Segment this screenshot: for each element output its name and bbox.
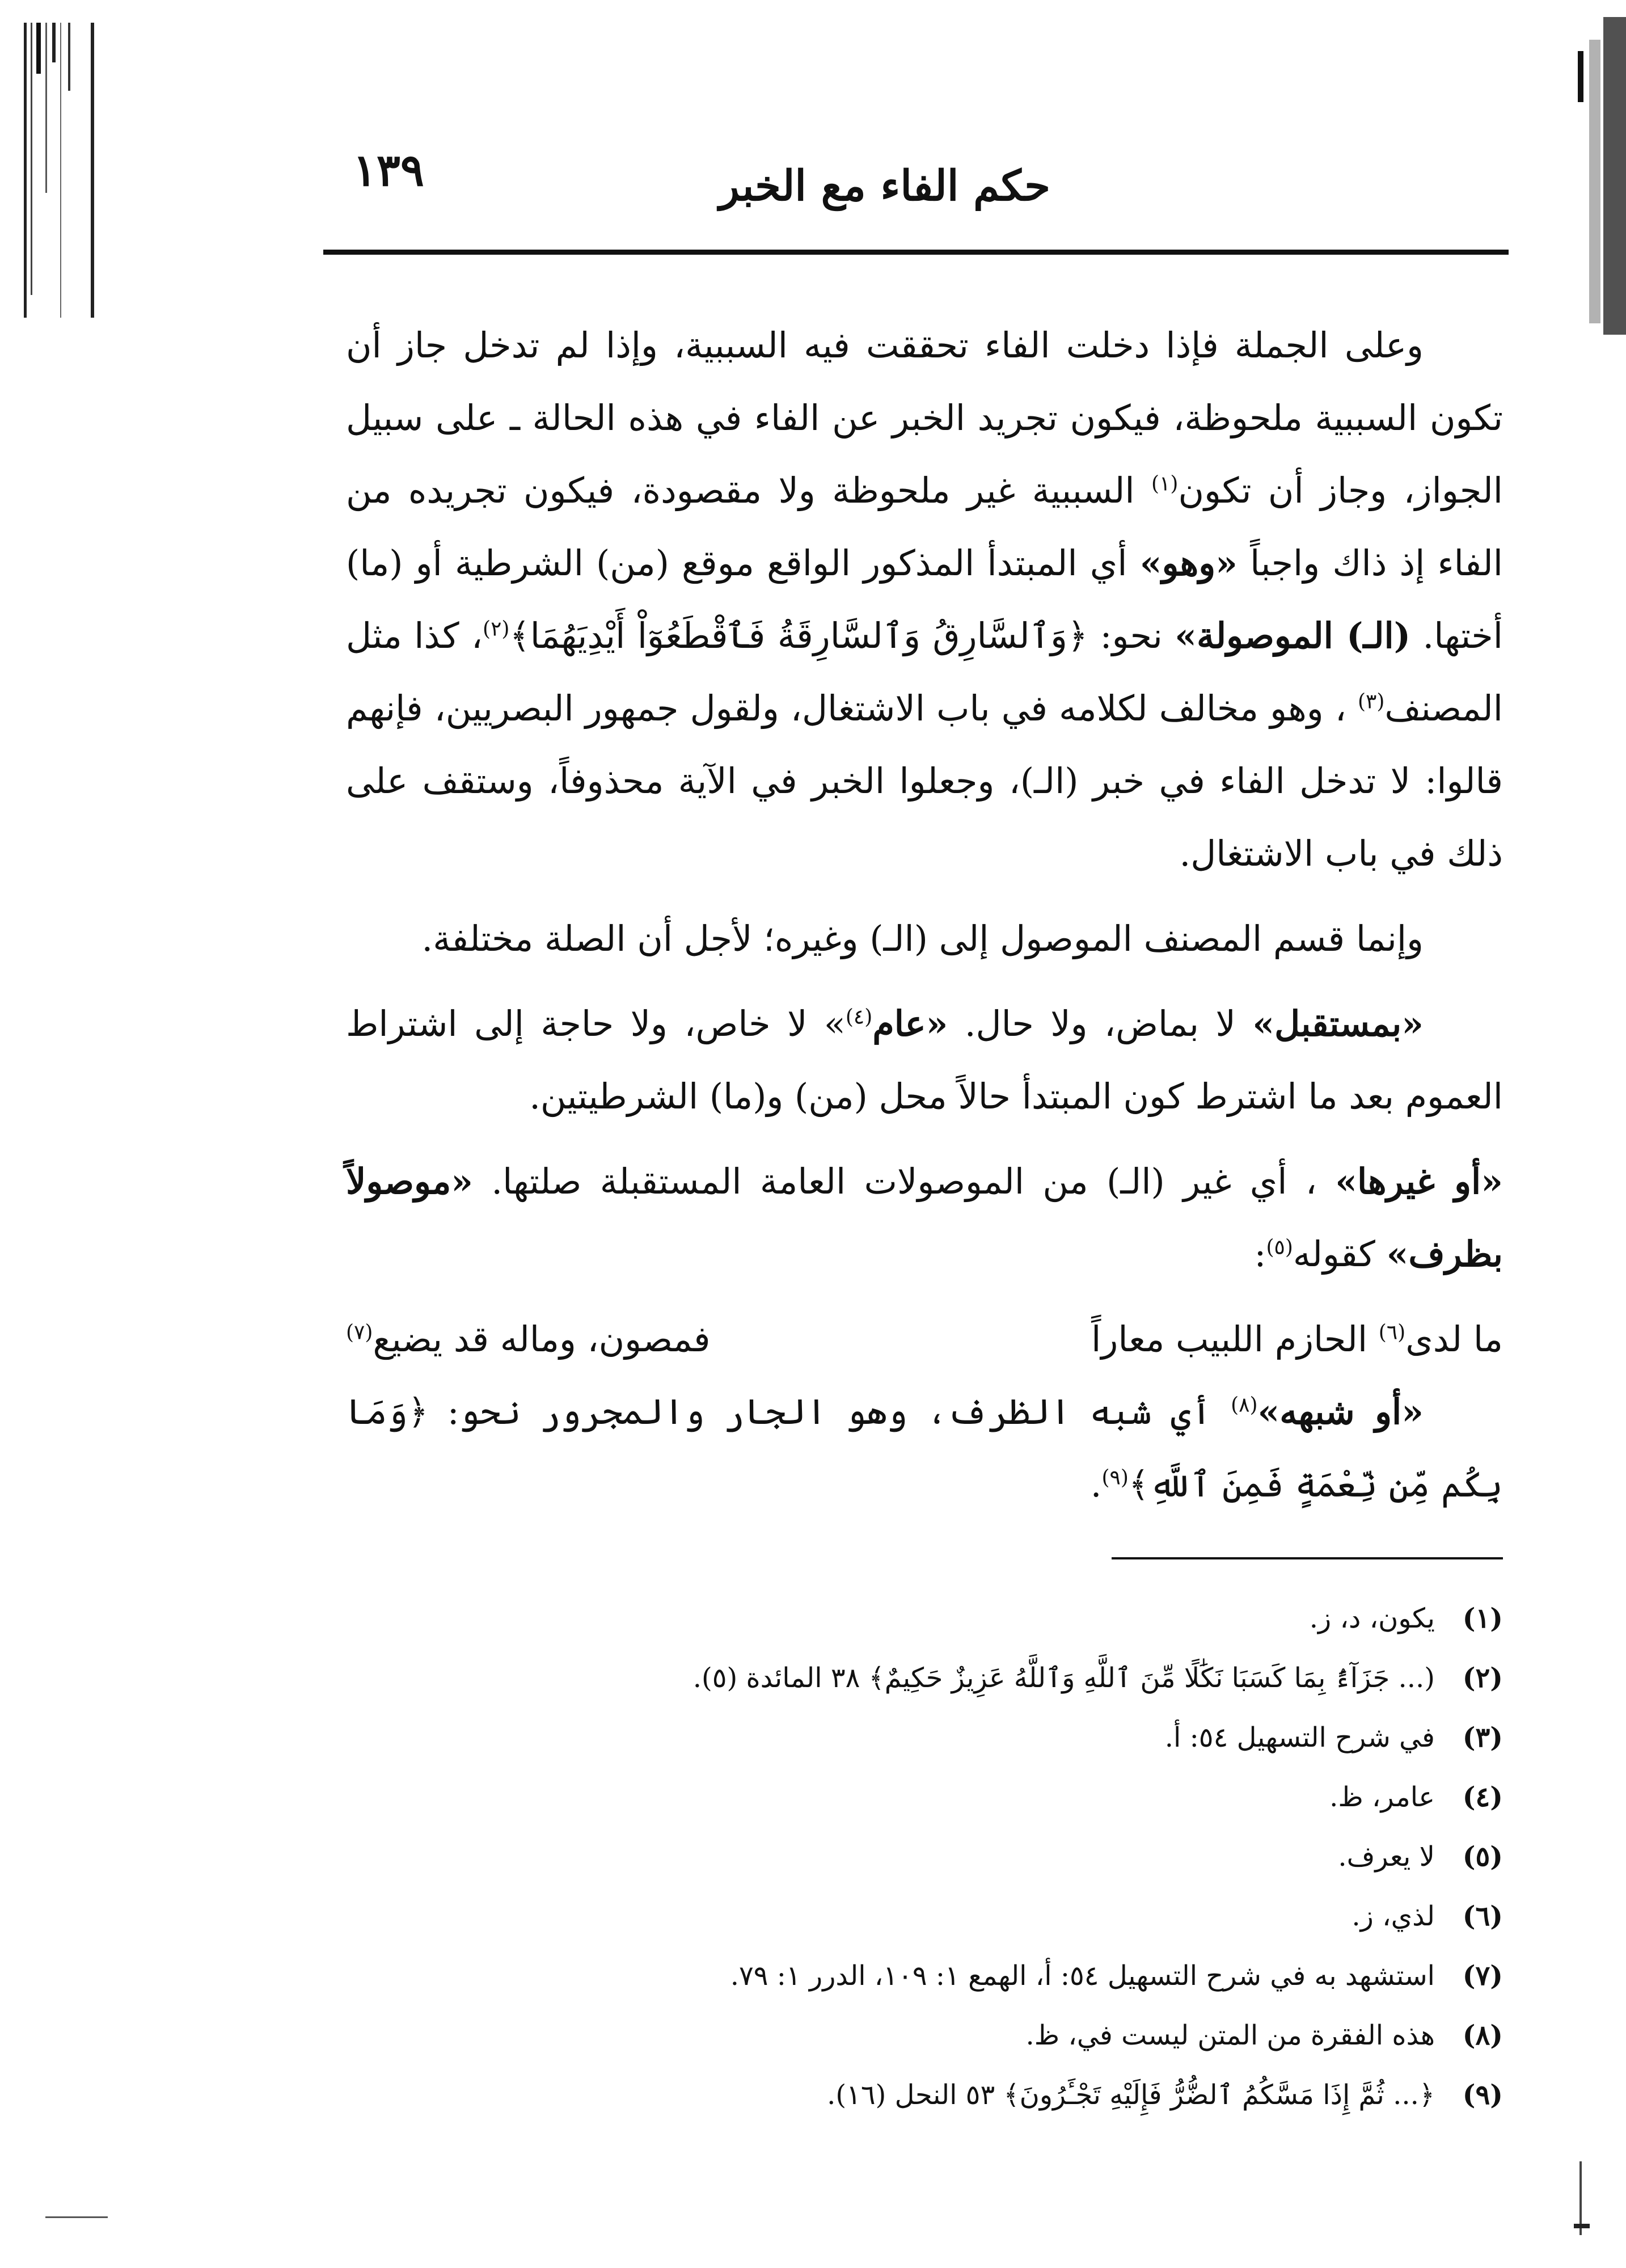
footnote-8: (٨) هذه الفقرة من المتن ليست في، ظ. xyxy=(1025,2019,1503,2051)
footnote-ref-7[interactable]: (٧) xyxy=(346,1321,373,1344)
verse-hemistich-right: ما لدى$^{(٦)}$ الحازم اللبيب معاراً xyxy=(1091,1318,1503,1360)
paragraph-4: «أو غيرها» ، أي غير (الـ) من الموصولات العامة المستقبلة صلتها. «موصولاً بظرف» كقوله$^{(٥)}$: xyxy=(346,1161,1503,1275)
main-text xyxy=(346,309,1503,1521)
scan-edge-right xyxy=(1564,17,1626,335)
running-title: حكم الفاء مع الخبر xyxy=(719,162,1051,210)
scan-mark-bottom-left xyxy=(45,2215,108,2220)
footnote-ref-1[interactable]: (١) xyxy=(1151,472,1179,496)
footnote-3: (٣) في شرح التسهيل ٥٤: أ. xyxy=(1164,1721,1503,1753)
quran-quote-2: ﴿وَمَا بِكُم مِّن نِّعْمَةٍ فَمِنَ ٱللَّهِ﴾ xyxy=(346,1391,1503,1505)
page-number: ١٣٩ xyxy=(353,145,424,196)
paragraph-3: «بمستقبل» لا بماض، ولا حال. «عام$^{(٤)}$» لا خاص، ولا حاجة إلى اشتراط العموم بعد ما اشترط كون المبتدأ حالاً محل (من) و(ما) الشرطيتين. xyxy=(346,1003,1503,1117)
paragraph-5: «أو شبهه»$^{(٨)}$ أي شبه الظرف، وهو الجار والمجرور نحو: ﴿وَمَا بِكُم مِّن نِّعْمَةٍ فَمِنَ ٱللَّهِ﴾$^{(٩)}$. xyxy=(346,1391,1503,1505)
footnote-ref-4[interactable]: (٤) xyxy=(845,1005,873,1029)
footnote-ref-2[interactable]: (٢) xyxy=(483,617,510,641)
footnote-ref-5[interactable]: (٥) xyxy=(1266,1236,1293,1259)
footnote-separator xyxy=(1112,1557,1503,1559)
verse-hemistich-left: فمصون، وماله قد يضيع$^{(٧)}$ xyxy=(346,1318,711,1360)
footnote-ref-6[interactable]: (٦) xyxy=(1378,1321,1406,1344)
footnote-7: (٧) استشهد به في شرح التسهيل ٥٤: أ، الهمع ١: ١٠٩، الدرر ١: ٧٩. xyxy=(730,1959,1503,1992)
footnotes-list xyxy=(510,1588,1503,2124)
scan-mark-bottom-right xyxy=(1569,2161,1592,2235)
footnote-5: (٥) لا يعرف. xyxy=(1338,1840,1503,1873)
footnote-4: (٤) عامر، ظ. xyxy=(1329,1781,1503,1813)
footnote-ref-3[interactable]: (٣) xyxy=(1357,690,1385,714)
paragraph-1: وعلى الجملة فإذا دخلت الفاء تحققت فيه السببية، وإذا لم تدخل جاز أن تكون السببية ملحوظة، فيكون تجريد الخبر عن الفاء في هذه الحالة ـ على سبيل الجواز، وجاز أن تكون$^{(١)}$ السببية غير ملحوظة ولا مقصودة، فيكون تجريده من الفاء إذ ذاك واجباً «وهو» أي المبتدأ المذكور الواقع موقع (من) الشرطية أو (ما) أختها. (الـ) الموصولة» نحو: ﴿وَٱلسَّارِقُ وَٱلسَّارِقَةُ فَٱقْطَعُوٓاْ أَيْدِيَهُمَا﴾$^{(٢)}$، كذا مثل المصنف$^{(٣)}$ ، وهو مخالف لكلامه في باب الاشتغال، ولقول جمهور البصريين، فإنهم قالوا: لا تدخل الفاء في خبر (الـ)، وجعلوا الخبر في الآية محذوفاً، وستقف على ذلك في باب الاشتغال. xyxy=(346,324,1503,874)
quran-quote-1: ﴿وَٱلسَّارِقُ وَٱلسَّارِقَةُ فَٱقْطَعُوٓاْ أَيْدِيَهُمَا﴾ xyxy=(509,615,1088,656)
paragraph-2: وإنما قسم المصنف الموصول إلى (الـ) وغيره؛ لأجل أن الصلة مختلفة. xyxy=(421,918,1424,959)
footnote-1: (١) يكون، د، ز. xyxy=(1309,1602,1503,1634)
header-rule xyxy=(323,250,1509,255)
footnote-6: (٦) لذي، ز. xyxy=(1352,1900,1503,1932)
footnote-ref-9[interactable]: (٩) xyxy=(1101,1466,1129,1490)
footnote-ref-8[interactable]: (٨) xyxy=(1231,1393,1258,1417)
footnote-2: (٢) (... جَزَآءًۢ بِمَا كَسَبَا نَكَٰلًا مِّنَ ٱللَّهِ وَٱللَّهُ عَزِيزٌ حَكِيمٌ﴾ ٣٨ المائدة (٥). xyxy=(692,1662,1503,1694)
footnote-9: (٩) ﴿... ثُمَّ إِذَا مَسَّكُمُ ٱلضُّرُّ فَإِلَيْهِ تَجْـَٔرُونَ﴾ ٥٣ النحل (١٦). xyxy=(827,2079,1503,2111)
poetry-verse xyxy=(346,1303,1503,1376)
scan-edge-left xyxy=(23,23,108,318)
